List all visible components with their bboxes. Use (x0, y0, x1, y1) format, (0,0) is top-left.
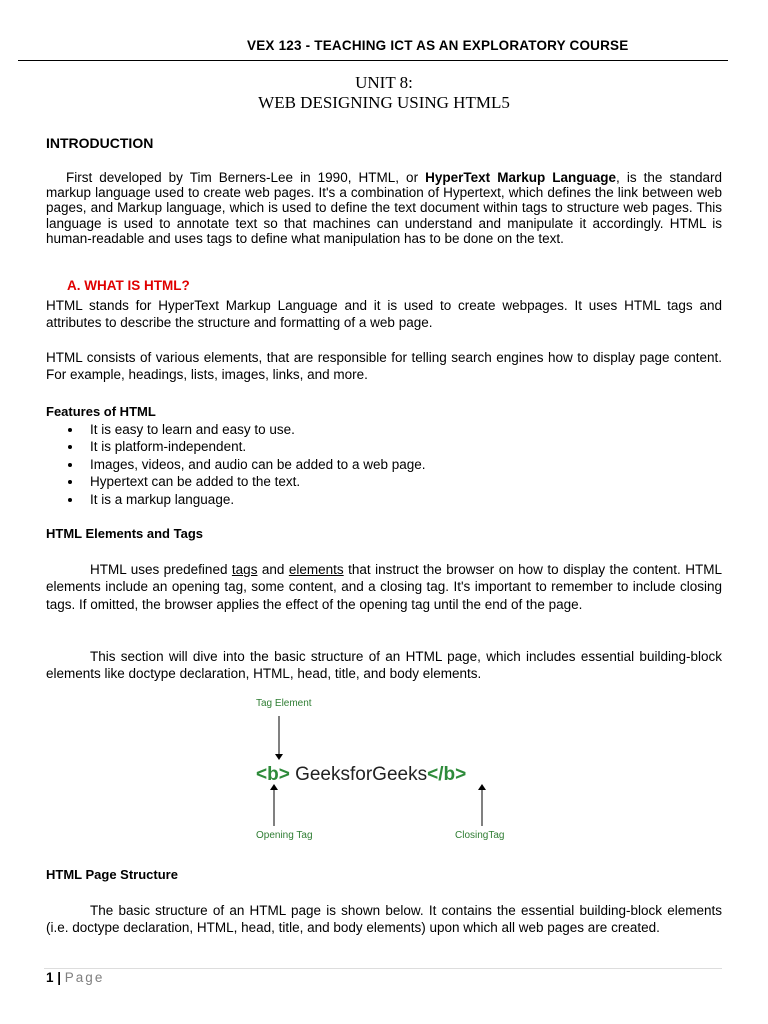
tag-diagram (250, 696, 530, 846)
page-number: 1 (46, 970, 54, 985)
list-item: It is platform-independent. (46, 438, 426, 455)
closing-tag-label: ClosingTag (455, 830, 505, 841)
course-header: VEX 123 - TEACHING ICT AS AN EXPLORATORY COURSE (247, 38, 629, 53)
list-item: Images, videos, and audio can be added to a web page. (46, 456, 426, 473)
list-item: It is easy to learn and easy to use. (46, 421, 426, 438)
page-structure-heading: HTML Page Structure (46, 867, 178, 882)
list-item: Hypertext can be added to the text. (46, 473, 426, 490)
unit-name: WEB DESIGNING USING HTML5 (258, 93, 510, 112)
tag-content: GeeksforGeeks (289, 764, 428, 785)
closing-tag: </b> (427, 764, 467, 785)
header-divider (18, 60, 728, 61)
unit-number: UNIT 8: (355, 73, 413, 92)
page-word: Page (64, 970, 105, 985)
unit-title (0, 73, 768, 113)
features-heading: Features of HTML (46, 404, 156, 419)
tag-element-label: Tag Element (256, 698, 312, 709)
footer-divider (44, 968, 722, 969)
tags-link[interactable]: tags (231, 562, 258, 577)
section-a-heading: A. WHAT IS HTML? (67, 278, 190, 293)
section-a-paragraph-2: HTML consists of various elements, that are responsible for telling search engines how to display page content. For example, headings, lists, images, links, and more. (46, 350, 722, 383)
elements-link[interactable]: elements (288, 562, 344, 577)
section-a-paragraph-1: HTML stands for HyperText Markup Language and it is used to create webpages. It uses HTML tags and attributes to describe the structure and formatting of a web page. (46, 298, 722, 331)
elements-tags-heading: HTML Elements and Tags (46, 526, 203, 541)
intro-paragraph: First developed by Tim Berners-Lee in 1990, HTML, or HyperText Markup Language, is the standard markup language used to create web pages. It's a combination of Hypertext, which defines the link between web pages, and Markup language, which is used to define the text document within tags to structure web pages. This language is used to annotate text so that machines can understand and manipulate it accordingly. HTML is human-readable and uses tags to define what manipulation has to be done on the text. (46, 170, 722, 246)
elements-tags-paragraph-2: This section will dive into the basic structure of an HTML page, which includes essential building-block elements like doctype declaration, HTML, head, title, and body elements. (46, 649, 722, 682)
features-list (46, 421, 426, 508)
intro-heading: INTRODUCTION (46, 135, 154, 151)
code-example (256, 764, 466, 786)
intro-bold-term: HyperText Markup Language (425, 170, 617, 185)
list-item: It is a markup language. (46, 491, 426, 508)
elements-tags-paragraph-1: HTML uses predefined tags and elements that instruct the browser on how to display the content. HTML elements include an opening tag, some content, and a closing tag. It's important to remember to include closing tags. If omitted, the browser applies the effect of the opening tag until the end of the page. (46, 562, 722, 612)
opening-tag-label: Opening Tag (256, 830, 313, 841)
page-structure-paragraph: The basic structure of an HTML page is shown below. It contains the essential building-block elements (i.e. doctype declaration, HTML, head, title, and body elements) upon which all web pages are created. (46, 903, 722, 936)
opening-tag: <b> (256, 764, 290, 785)
page-footer: 1 | Page (46, 970, 105, 985)
